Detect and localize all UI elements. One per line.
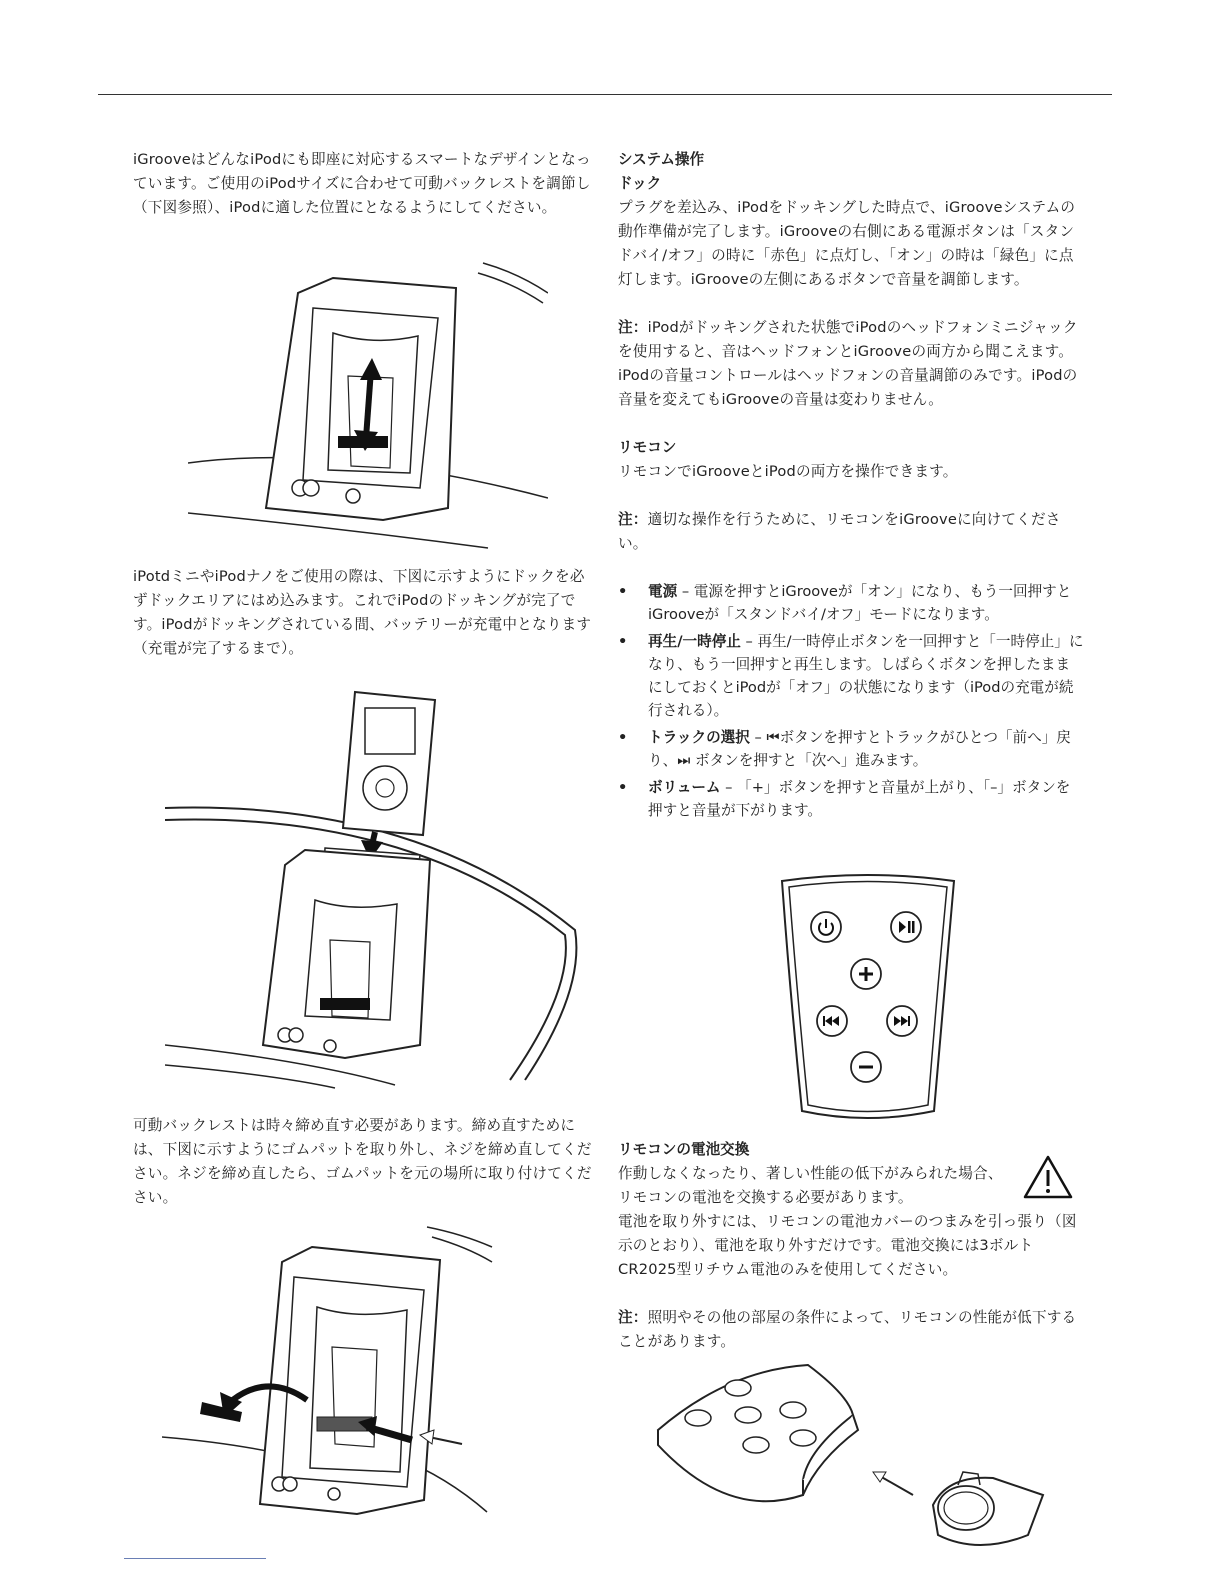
dock-heading: ドック — [618, 175, 662, 192]
note-headphone — [618, 316, 1084, 412]
remote-control-illustration — [772, 873, 962, 1125]
left-column-bottom — [133, 1114, 595, 1210]
dock-text: プラグを差込み、iPodをドッキングした時点で、iGrooveシステムの動作準備が完了します。iGrooveの右側にある電源ボタンは「スタンドバイ/オフ」の時に「赤色」に点灯し、「オン」の時は「緑色」に点灯します。iGrooveの左側にあるボタンで音量を調節します。 — [618, 199, 1076, 288]
right-column — [618, 148, 1084, 826]
note-room-conditions — [618, 1306, 1084, 1354]
play-pause-icon — [891, 912, 921, 942]
battery-replacement-section — [618, 1138, 1084, 1354]
remote-button-list — [618, 580, 1084, 822]
ipod-docking-illustration — [165, 690, 605, 1090]
battery-heading: リモコンの電池交換 — [618, 1141, 750, 1158]
note-remote-aim — [618, 508, 1084, 556]
backrest-adjust-illustration — [188, 258, 548, 553]
bullet-term: 再生/一時停止 — [648, 633, 741, 650]
bullet-text: – 再生/一時停止ボタンを一回押すと「一時停止」になり、もう一回押すと再生します。しばらくボタンを押したままにしておくとiPodが「オフ」の状態になります（iPodの充電が続行される）。 — [648, 633, 1084, 719]
system-operation-title: システム操作 — [618, 151, 705, 168]
left-column-mid — [133, 565, 595, 661]
list-item: • 再生/一時停止 – 再生/一時停止ボタンを一回押すと「一時停止」になり、もう一回押すと再生します。しばらくボタンを押したままにしておくとiPodが「オフ」の状態になります（iPodの充電が続行される）。 — [618, 633, 1084, 719]
warning-triangle-icon — [1022, 1154, 1074, 1204]
bullet-term: 電源 — [648, 583, 678, 600]
bullet-term: トラックの選択 — [648, 729, 750, 746]
remote-text: リモコンでiGrooveとiPodの両方を操作できます。 — [618, 463, 958, 480]
battery-text-instructions: 電池を取り外すには、リモコンの電池カバーのつまみを引っ張り（図示のとおり）、電池を取り外すだけです。電池交換には3ボルトCR2025型リチウム電池のみを使用してください。 — [618, 1213, 1077, 1278]
left-column — [133, 148, 595, 220]
remote-heading: リモコン — [618, 439, 677, 456]
plus-icon — [851, 959, 881, 989]
list-item: • ボリューム – 「+」ボタンを押すと音量が上がり、「–」ボタンを押すと音量が下がります。 — [618, 779, 1071, 819]
bullet-text: – 電源を押すとiGrooveが「オン」になり、もう一回押すとiGrooveが「スタンドバイ/オフ」モードになります。 — [648, 583, 1072, 623]
next-track-icon — [887, 1006, 917, 1036]
bullet-text: – ⏮ボタンを押すとトラックがひとつ「前へ」戻り、⏭ ボタンを押すと「次へ」進みます。 — [648, 729, 1071, 769]
power-icon — [811, 912, 841, 942]
note-text: 適切な操作を行うために、リモコンをiGrooveに向けてください。 — [618, 511, 1061, 552]
note-text: 照明やその他の部屋の条件によって、リモコンの性能が低下することがあります。 — [618, 1309, 1077, 1350]
note-text: iPodがドッキングされた状態でiPodのヘッドフォンミニジャックを使用すると、音はヘッドフォンとiGrooveの両方から聞こえます。iPodの音量コントロールはヘッドフォンの音量調節のみです。iPodの音量を変えてもiGrooveの音量は変わりません。 — [618, 319, 1078, 408]
bullet-term: ボリューム — [648, 779, 721, 796]
previous-track-icon — [817, 1006, 847, 1036]
minus-icon — [851, 1052, 881, 1082]
header-rule — [98, 94, 1112, 95]
list-item: • 電源 – 電源を押すとiGrooveが「オン」になり、もう一回押すとiGrooveが「スタンドバイ/オフ」モードになります。 — [618, 583, 1072, 623]
note-label: 注： — [618, 319, 648, 336]
note-label: 注： — [618, 1309, 648, 1326]
list-item: • トラックの選択 – ⏮ボタンを押すとトラックがひとつ「前へ」戻り、⏭ ボタンを押すと「次へ」進みます。 — [618, 729, 1071, 769]
screw-tightening-illustration — [162, 1222, 502, 1552]
battery-replacement-illustration — [648, 1360, 1068, 1560]
backrest-intro-text: iGrooveはどんなiPodにも即座に対応するスマートなデザインとなっています。ご使用のiPodサイズに合わせて可動バックレストを調節し（下図参照）、iPodに適した位置にとなるようにしてください。 — [133, 151, 591, 216]
battery-text-intro: 作動しなくなったり、著しい性能の低下がみられた場合、リモコンの電池を交換する必要があります。 — [618, 1165, 1003, 1206]
dock-insert-text: iPotdミニやiPodナノをご使用の際は、下図に示すようにドックを必ずドックエリアにはめ込みます。これでiPodのドッキングが完了です。iPodがドッキングされている間、バッテリーが充電中となります（充電が完了するまで）。 — [133, 568, 592, 657]
note-label: 注： — [618, 511, 648, 528]
footer-rule — [124, 1558, 266, 1559]
bullet-text: – 「+」ボタンを押すと音量が上がり、「–」ボタンを押すと音量が下がります。 — [648, 779, 1071, 819]
retighten-text: 可動バックレストは時々締め直す必要があります。締め直すためには、下図に示すようにゴムパットを取り外し、ネジを締め直してください。ネジを締め直したら、ゴムパットを元の場所に取り付けてください。 — [133, 1117, 592, 1206]
